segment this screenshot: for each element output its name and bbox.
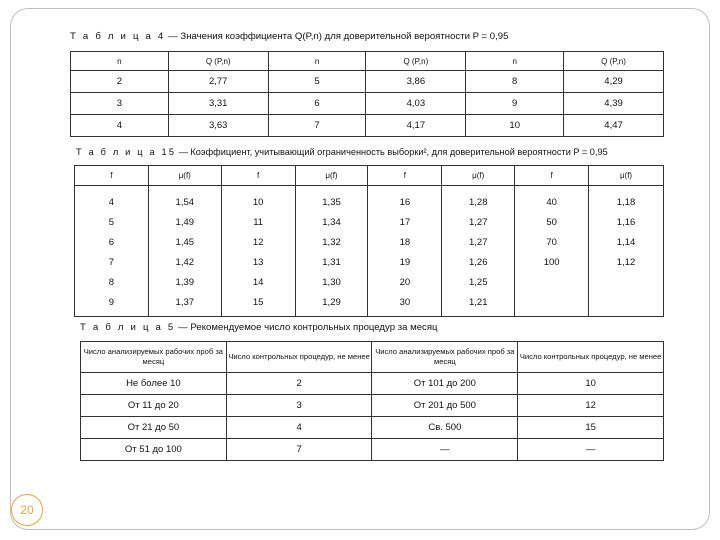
table4-cell: 3,31: [168, 93, 268, 115]
table5-cell: 1,42: [148, 252, 221, 272]
table5-cell: 30: [368, 292, 442, 317]
table5-cell: 1,29: [295, 292, 368, 317]
table5-cell: 9: [75, 292, 149, 317]
table-row: [71, 93, 664, 115]
table5-cell: [589, 292, 664, 317]
table6-header: Число анализируемых рабочих проб за месяц: [81, 342, 227, 373]
table-row: [71, 115, 664, 137]
table5-caption-text: — Коэффициент, учитывающий ограниченность выборки², для доверительной вероятности P = 0,95: [176, 147, 608, 157]
table5-cell: 1,54: [148, 186, 221, 213]
table4-header: n: [71, 52, 169, 71]
table5-header: f: [75, 166, 149, 186]
table5-cell: 1,25: [442, 272, 515, 292]
table6: [80, 341, 664, 461]
table5-cell: 1,49: [148, 212, 221, 232]
table-row: [75, 272, 664, 292]
table6-cell: От 11 до 20: [81, 395, 227, 417]
table5-header: f: [515, 166, 589, 186]
table5-cell: 1,31: [295, 252, 368, 272]
table5-cell: 18: [368, 232, 442, 252]
table5-cell: 70: [515, 232, 589, 252]
table5-cell: 1,30: [295, 272, 368, 292]
table5-cell: 1,37: [148, 292, 221, 317]
table4-cell: 3: [71, 93, 169, 115]
table4-cell: 10: [466, 115, 564, 137]
table5-cell: 4: [75, 186, 149, 213]
table5-caption: [76, 147, 608, 157]
table4-cell: 6: [268, 93, 366, 115]
table6-header: Число анализируемых рабочих проб за месяц: [372, 342, 518, 373]
table-row: [75, 252, 664, 272]
table5-caption-lead: Т а б л и ц а 15: [76, 147, 177, 157]
table5-header-row: [75, 166, 664, 186]
table6-header: Число контрольных процедур, не менее: [518, 342, 664, 373]
table6-cell: 2: [226, 373, 372, 395]
table5-cell: [589, 272, 664, 292]
table6-cell: 3: [226, 395, 372, 417]
table5-cell: 20: [368, 272, 442, 292]
table5-cell: 1,28: [442, 186, 515, 213]
table4-caption-lead: Т а б л и ц а 4: [70, 31, 166, 42]
page-number-badge: 20: [11, 494, 43, 526]
table4-header: Q (P,n): [564, 52, 664, 71]
table4-header: Q (P,n): [168, 52, 268, 71]
table4-header: n: [268, 52, 366, 71]
table5-cell: 100: [515, 252, 589, 272]
table4-cell: 2,77: [168, 71, 268, 93]
table4-cell: 3,63: [168, 115, 268, 137]
table5-cell: 1,32: [295, 232, 368, 252]
table6-cell: От 21 до 50: [81, 417, 227, 439]
table5-cell: 1,27: [442, 232, 515, 252]
table4-cell: 4,03: [366, 93, 466, 115]
table5-header: f: [221, 166, 295, 186]
table6-header: Число контрольных процедур, не менее: [226, 342, 372, 373]
table6-caption-text: — Рекомендуемое число контрольных процедур за месяц: [175, 322, 438, 333]
table5-cell: 15: [221, 292, 295, 317]
table6-cell: От 51 до 100: [81, 439, 227, 461]
table6-cell: 4: [226, 417, 372, 439]
table6-header-row: [81, 342, 664, 373]
table6-cell: 15: [518, 417, 664, 439]
table5-cell: [515, 292, 589, 317]
table5-cell: 16: [368, 186, 442, 213]
table4-cell: 2: [71, 71, 169, 93]
table6-cell: 10: [518, 373, 664, 395]
table5-cell: 13: [221, 252, 295, 272]
table5-cell: 12: [221, 232, 295, 252]
table5-header: μ(f): [589, 166, 664, 186]
table5-cell: 17: [368, 212, 442, 232]
table5-cell: 1,18: [589, 186, 664, 213]
table-row: [75, 292, 664, 317]
table6-cell: 12: [518, 395, 664, 417]
table6-cell: Не более 10: [81, 373, 227, 395]
table6-cell: Св. 500: [372, 417, 518, 439]
table5-cell: 40: [515, 186, 589, 213]
table4-cell: 4,17: [366, 115, 466, 137]
table4-header: n: [466, 52, 564, 71]
table5-cell: 1,27: [442, 212, 515, 232]
table4-caption-text: — Значения коэффициента Q(P,n) для доверительной вероятности P = 0,95: [165, 31, 509, 42]
table4-cell: 8: [466, 71, 564, 93]
table-row: [75, 232, 664, 252]
table6-cell: От 201 до 500: [372, 395, 518, 417]
table5-cell: 6: [75, 232, 149, 252]
table6-cell: —: [372, 439, 518, 461]
table5-header: μ(f): [148, 166, 221, 186]
table6-caption-lead: Т а б л и ц а 5: [80, 322, 176, 333]
table5-cell: 14: [221, 272, 295, 292]
table-row: [75, 212, 664, 232]
table5-cell: 1,39: [148, 272, 221, 292]
table5-cell: 50: [515, 212, 589, 232]
table-row: [71, 71, 664, 93]
table4-cell: 4: [71, 115, 169, 137]
table5-cell: 1,14: [589, 232, 664, 252]
table5-cell: 1,35: [295, 186, 368, 213]
table4-caption: [70, 31, 508, 42]
table6-cell: От 101 до 200: [372, 373, 518, 395]
table-row: [75, 186, 664, 213]
table-row: [81, 417, 664, 439]
table6-caption: [80, 322, 438, 333]
table-row: [81, 439, 664, 461]
table4-header: Q (P,n): [366, 52, 466, 71]
table5-cell: 10: [221, 186, 295, 213]
table5-cell: 11: [221, 212, 295, 232]
table5-cell: 1,16: [589, 212, 664, 232]
table5-header: μ(f): [295, 166, 368, 186]
table5-cell: 1,12: [589, 252, 664, 272]
table-row: [81, 373, 664, 395]
table5-header: f: [368, 166, 442, 186]
table5-cell: 5: [75, 212, 149, 232]
table4-cell: 4,47: [564, 115, 664, 137]
table6-cell: —: [518, 439, 664, 461]
table5-cell: 7: [75, 252, 149, 272]
table4-header-row: [71, 52, 664, 71]
table6-cell: 7: [226, 439, 372, 461]
table4-cell: 4,29: [564, 71, 664, 93]
table5-cell: 1,45: [148, 232, 221, 252]
table5-cell: 1,26: [442, 252, 515, 272]
table5-cell: 19: [368, 252, 442, 272]
table4-cell: 9: [466, 93, 564, 115]
table5: [74, 165, 664, 317]
table5-cell: 1,34: [295, 212, 368, 232]
table-row: [81, 395, 664, 417]
table5-cell: 8: [75, 272, 149, 292]
table4: [70, 51, 664, 137]
table4-cell: 3,86: [366, 71, 466, 93]
table4-cell: 7: [268, 115, 366, 137]
table4-cell: 4,39: [564, 93, 664, 115]
table5-header: μ(f): [442, 166, 515, 186]
table5-cell: 1,21: [442, 292, 515, 317]
table5-cell: [515, 272, 589, 292]
table4-cell: 5: [268, 71, 366, 93]
